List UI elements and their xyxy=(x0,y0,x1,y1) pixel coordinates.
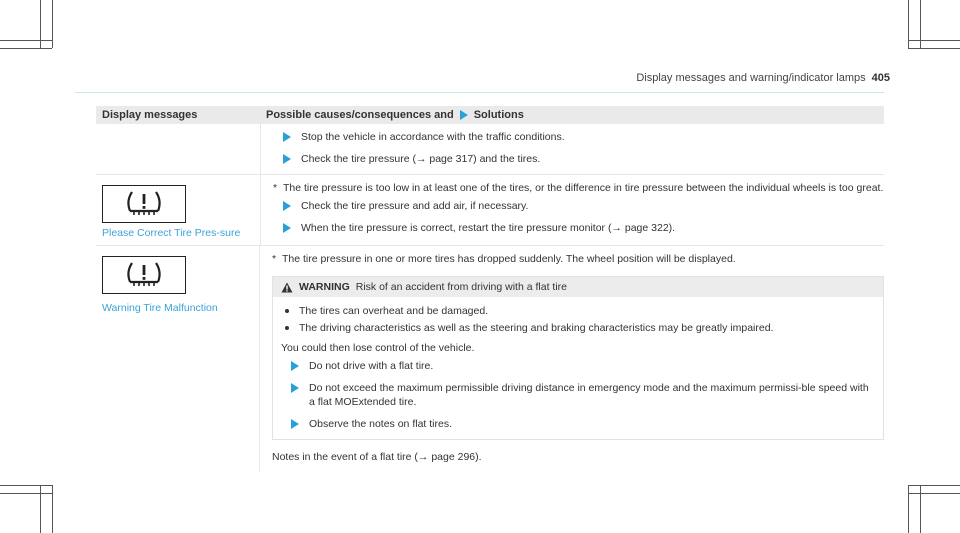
footer-note: Notes in the event of a flat tire (→ page 296). xyxy=(272,451,482,463)
tire-pressure-warning-icon xyxy=(102,256,186,294)
blue-triangle-icon xyxy=(291,383,299,393)
warning-title: Risk of an accident from driving with a flat tire xyxy=(355,281,568,293)
messages-table xyxy=(96,106,884,472)
blue-triangle-icon xyxy=(291,419,299,429)
causes-cell xyxy=(259,246,884,472)
col-header-display-messages: Display messages xyxy=(102,109,198,121)
crop-mark xyxy=(0,493,52,494)
table-row xyxy=(96,175,884,246)
running-header xyxy=(636,72,890,84)
consequence-text: You could then lose control of the vehicle. xyxy=(281,342,475,354)
blue-triangle-icon xyxy=(283,132,291,142)
tire-pressure-warning-icon xyxy=(102,185,186,223)
crop-mark xyxy=(908,48,960,49)
blue-triangle-icon xyxy=(460,110,468,120)
blue-triangle-icon xyxy=(291,361,299,371)
display-message: Please Correct Tire Pres-sure xyxy=(102,227,241,239)
crop-mark xyxy=(908,485,960,486)
cause-text: * The tire pressure in one or more tires has dropped suddenly. The wheel position will be displayed. xyxy=(272,253,736,265)
cause-text: * The tire pressure is too low in at least one of the tires, or the difference in tire pressure between the individual wheels is too great. xyxy=(273,182,884,194)
warning-body xyxy=(273,297,883,439)
display-message: Warning Tire Malfunction xyxy=(102,302,218,314)
solution-step: Check the tire pressure and add air, if necessary. xyxy=(283,199,884,213)
warning-box xyxy=(272,276,884,440)
table-header xyxy=(96,106,884,124)
page-number: 405 xyxy=(871,72,890,84)
list-item: The tires can overheat and be damaged. xyxy=(281,304,875,318)
crop-mark xyxy=(908,493,960,494)
causes-cell xyxy=(260,175,884,245)
solution-step: Observe the notes on flat tires. xyxy=(291,417,875,431)
list-item: The driving characteristics as well as the steering and braking characteristics may be greatly impaired. xyxy=(281,321,875,335)
causes-cell xyxy=(260,124,884,174)
blue-triangle-icon xyxy=(283,201,291,211)
blue-triangle-icon xyxy=(283,154,291,164)
blue-triangle-icon xyxy=(283,223,291,233)
solution-step: Check the tire pressure (→ page 317) and the tires. xyxy=(283,152,884,166)
crop-mark xyxy=(52,485,53,533)
warning-triangle-icon xyxy=(281,282,293,293)
crop-mark xyxy=(52,0,53,48)
crop-mark xyxy=(0,40,52,41)
message-cell xyxy=(96,124,260,174)
message-cell xyxy=(96,175,260,245)
crop-mark xyxy=(0,48,52,49)
header-rule xyxy=(75,92,884,93)
crop-mark xyxy=(908,40,960,41)
crop-mark xyxy=(0,485,52,486)
solution-step: Stop the vehicle in accordance with the traffic conditions. xyxy=(283,130,884,144)
header-title: Display messages and warning/indicator lamps xyxy=(636,72,866,84)
table-row xyxy=(96,246,884,472)
solution-step: When the tire pressure is correct, restart the tire pressure monitor (→ page 322). xyxy=(283,221,884,235)
col-header-causes: Possible causes/consequences and Solutions xyxy=(266,109,524,121)
solution-step: Do not exceed the maximum permissible driving distance in emergency mode and the maximum permissi-ble speed with a flat MOExtended tire. xyxy=(291,381,875,409)
table-row xyxy=(96,124,884,175)
warning-header xyxy=(273,277,883,297)
solution-step: Do not drive with a flat tire. xyxy=(291,359,875,373)
message-cell xyxy=(96,246,259,472)
warning-label: WARNING xyxy=(299,281,350,293)
